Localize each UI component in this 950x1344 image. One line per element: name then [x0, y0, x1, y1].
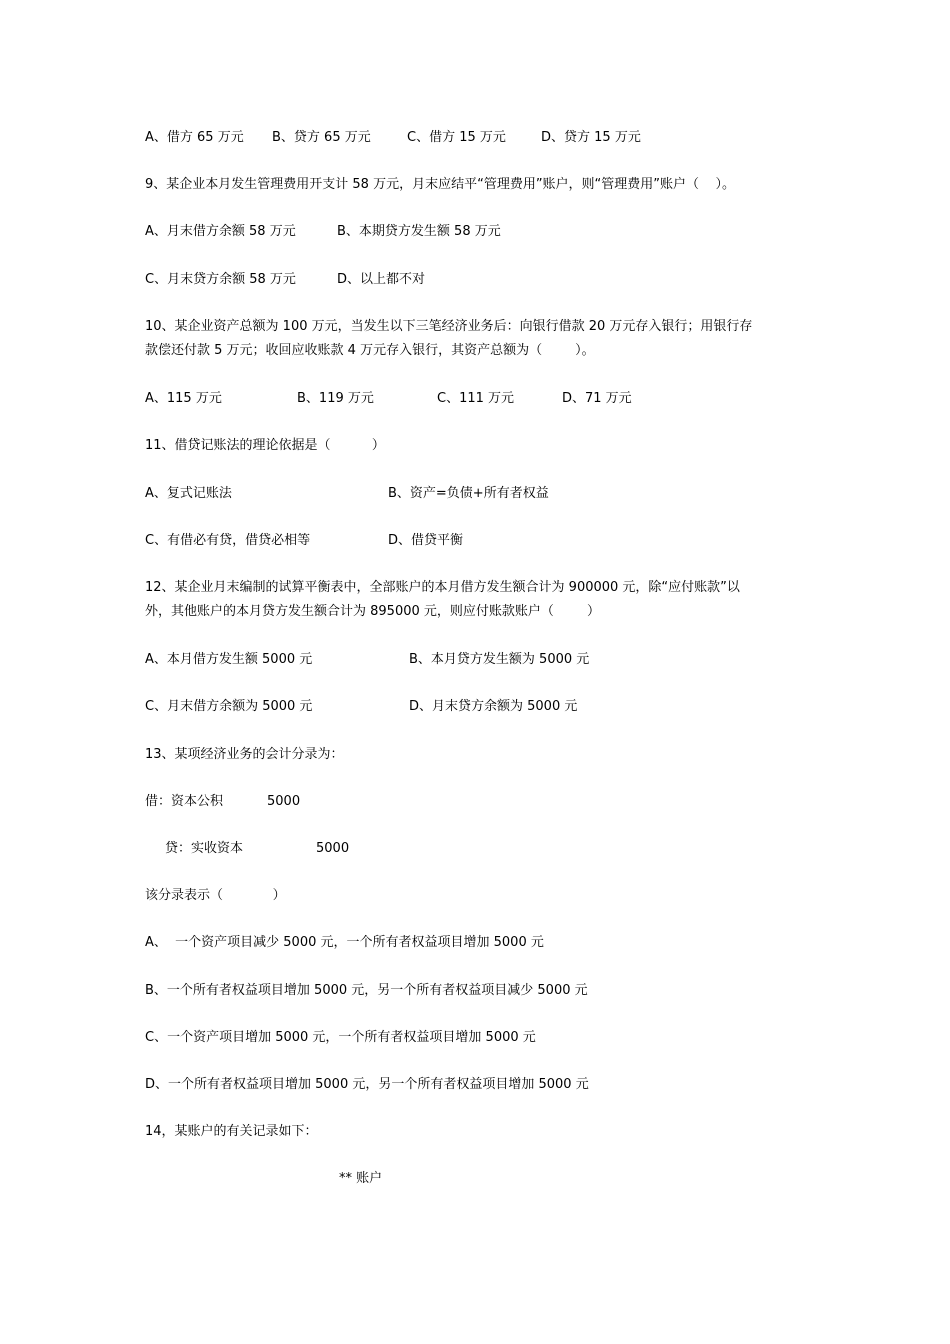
- q9-question: 9、某企业本月发生管理费用开支计 58 万元，月末应结平“管理费用”账户，则“管理费用”账户（ ）。: [145, 177, 736, 192]
- q14-question: 14，某账户的有关记录如下：: [145, 1124, 318, 1139]
- q10-question-line1: 10、某企业资产总额为 100 万元，当发生以下三笔经济业务后：向银行借款 20 万元存入银行；用银行存: [145, 319, 753, 334]
- q10-option-b: B、119 万元: [297, 391, 374, 406]
- q13-debit-amount: 5000: [267, 794, 301, 809]
- q13-credit-label: 贷：实收资本: [165, 841, 244, 856]
- q12-option-d: D、月末贷方余额为 5000 元: [409, 699, 578, 714]
- q9-option-d: D、以上都不对: [337, 272, 426, 287]
- q13-debit-label: 借：资本公积: [145, 794, 224, 809]
- q11-option-c: C、有借必有贷，借贷必相等: [145, 533, 311, 548]
- q9-option-b: B、本期贷方发生额 58 万元: [337, 224, 501, 239]
- q13-prompt: 该分录表示（ ）: [145, 888, 286, 903]
- q11-option-b: B、资产=负债+所有者权益: [388, 486, 549, 501]
- q12-option-b: B、本月贷方发生额为 5000 元: [409, 652, 590, 667]
- q13-question: 13、某项经济业务的会计分录为：: [145, 747, 344, 762]
- q12-option-c: C、月末借方余额为 5000 元: [145, 699, 313, 714]
- q8-option-a: A、借方 65 万元: [145, 130, 244, 145]
- q9-option-a: A、月末借方余额 58 万元: [145, 224, 296, 239]
- q10-option-c: C、111 万元: [437, 391, 515, 406]
- q12-question-line1: 12、某企业月末编制的试算平衡表中，全部账户的本月借方发生额合计为 900000 元，除“应付账款”以: [145, 580, 740, 595]
- q13-option-a: A、 一个资产项目减少 5000 元，一个所有者权益项目增加 5000 元: [145, 935, 544, 950]
- q13-credit-amount: 5000: [316, 841, 350, 856]
- q10-option-d: D、71 万元: [562, 391, 632, 406]
- q8-option-c: C、借方 15 万元: [407, 130, 506, 145]
- q11-option-a: A、复式记账法: [145, 486, 232, 501]
- q13-option-c: C、一个资产项目增加 5000 元，一个所有者权益项目增加 5000 元: [145, 1030, 536, 1045]
- q12-question-line2: 外，其他账户的本月贷方发生额合计为 895000 元，则应付账款账户（ ）: [145, 604, 600, 619]
- q8-option-b: B、贷方 65 万元: [272, 130, 371, 145]
- q14-account-title: ** 账户: [339, 1171, 383, 1186]
- q11-question: 11、借贷记账法的理论依据是（ ）: [145, 438, 385, 453]
- q8-option-d: D、贷方 15 万元: [541, 130, 641, 145]
- q12-option-a: A、本月借方发生额 5000 元: [145, 652, 313, 667]
- q10-question-line2: 款偿还付款 5 万元；收回应收账款 4 万元存入银行，其资产总额为（ ）。: [145, 343, 595, 358]
- q11-option-d: D、借贷平衡: [388, 533, 464, 548]
- q9-option-c: C、月末贷方余额 58 万元: [145, 272, 296, 287]
- q13-option-b: B、一个所有者权益项目增加 5000 元，另一个所有者权益项目减少 5000 元: [145, 983, 588, 998]
- q13-option-d: D、一个所有者权益项目增加 5000 元，另一个所有者权益项目增加 5000 元: [145, 1077, 589, 1092]
- q10-option-a: A、115 万元: [145, 391, 222, 406]
